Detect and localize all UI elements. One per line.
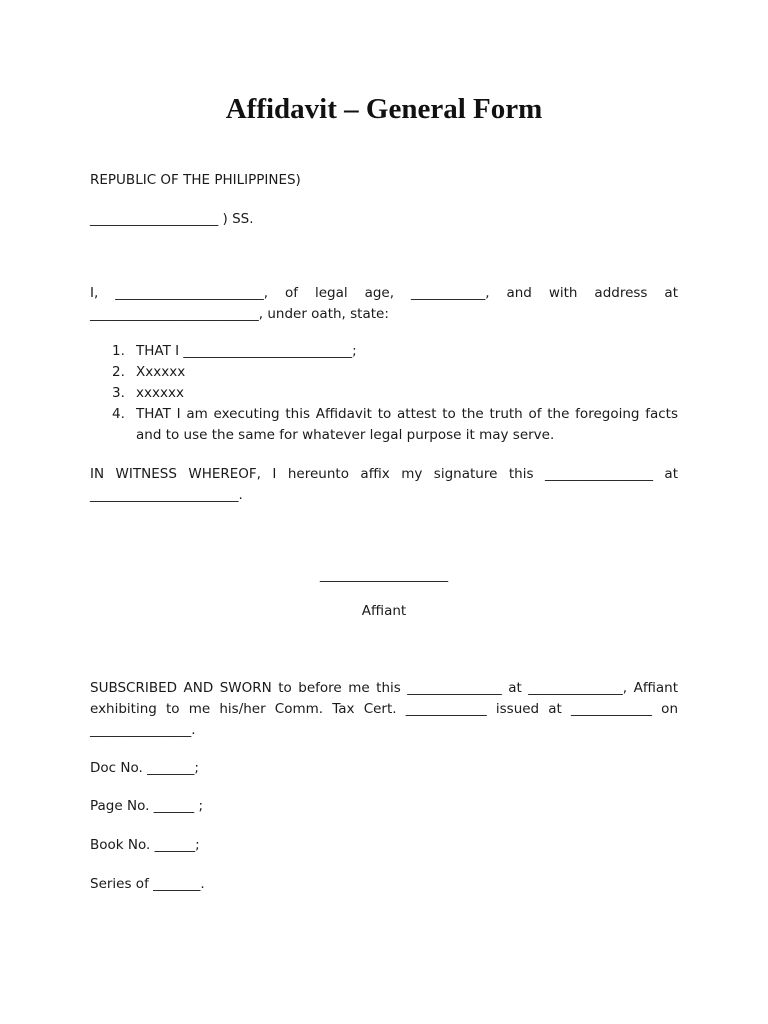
list-item xyxy=(90,362,678,383)
witness-line-2: ______________________. xyxy=(90,487,243,503)
list-item-text: THAT I am executing this Affidavit to attest to the truth of the foregoing facts and to use the same for whatever legal purpose it may serve. xyxy=(136,406,678,443)
list-item xyxy=(90,383,678,404)
subscribed-paragraph xyxy=(90,678,678,741)
page-no-line: Page No. ______ ; xyxy=(90,798,204,814)
list-item-text: Xxxxxx xyxy=(136,364,186,380)
book-no-line: Book No. ______; xyxy=(90,837,200,853)
list-item-number: 2. xyxy=(112,364,125,380)
statements-list xyxy=(90,341,678,446)
ss-line: ___________________ ) SS. xyxy=(90,211,254,227)
subscribed-line-1: SUBSCRIBED AND SWORN to before me this ______________ at ______________, Affiant xyxy=(90,680,678,696)
affiant-label: Affiant xyxy=(361,603,407,619)
list-item xyxy=(90,341,678,362)
list-item-number: 4. xyxy=(112,406,125,422)
list-item-number: 3. xyxy=(112,385,125,401)
intro-line-2: _________________________, under oath, state: xyxy=(90,306,389,322)
witness-paragraph xyxy=(90,464,678,506)
republic-heading: REPUBLIC OF THE PHILIPPINES) xyxy=(90,172,301,188)
signature-line: ___________________ xyxy=(319,567,449,583)
list-item-text: xxxxxx xyxy=(136,385,184,401)
subscribed-line-2: exhibiting to me his/her Comm. Tax Cert. ____________ issued at ____________ on xyxy=(90,701,678,717)
doc-no-line: Doc No. _______; xyxy=(90,760,199,776)
witness-line-1: IN WITNESS WHEREOF, I hereunto affix my signature this ________________ at xyxy=(90,466,678,482)
intro-paragraph xyxy=(90,283,678,325)
list-item-text: THAT I _________________________; xyxy=(136,343,357,359)
series-of-line: Series of _______. xyxy=(90,876,205,892)
subscribed-line-3: _______________. xyxy=(90,722,196,738)
intro-line-1: I, ______________________, of legal age, ___________, and with address at xyxy=(90,285,678,301)
list-item xyxy=(90,404,678,446)
list-item-number: 1. xyxy=(112,343,125,359)
document-title: Affidavit – General Form xyxy=(225,93,543,125)
